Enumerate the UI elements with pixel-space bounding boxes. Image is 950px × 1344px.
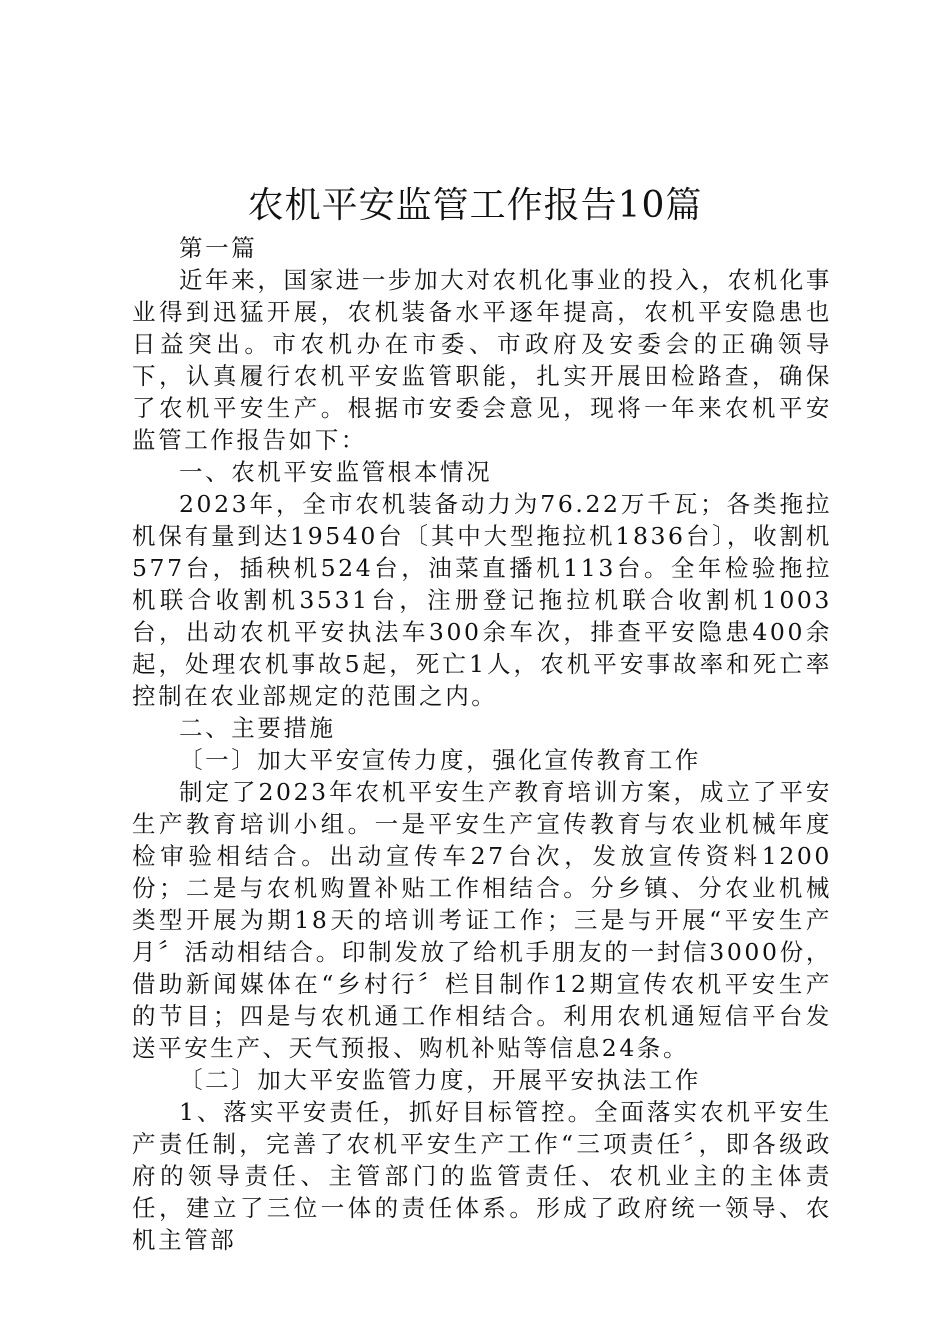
intro-paragraph: 近年来，国家进一步加大对农机化事业的投入，农机化事业得到迅猛开展，农机装备水平逐年提高，农机平安隐患也日益突出。市农机办在市委、市政府及安委会的正确领导下，认真履行农机平安监管职能，扎实开展田检路查，确保了农机平安生产。根据市安委会意见，现将一年来农机平安监管工作报告如下：	[132, 266, 832, 454]
responsibility-paragraph: 1、落实平安责任，抓好目标管控。全面落实农机平安生产责任制，完善了农机平安生产工作“三项责任〞，即各级政府的领导责任、主管部门的监管责任、农机业主的主体责任，建立了三位一体的责任体系。形成了政府统一领导、农机主管部	[132, 1098, 832, 1254]
subheading-publicity: 〔一〕加大平安宣传力度，强化宣传教育工作	[179, 746, 701, 774]
section-heading-main-measures: 二、主要措施	[179, 714, 336, 742]
document-body	[132, 232, 832, 1256]
statistics-paragraph: 2023年，全市农机装备动力为76.22万千瓦；各类拖拉机保有量到达19540台〔其中大型拖拉机1836台〕，收割机577台，插秧机524台，油菜直播机113台。全年检验拖拉机联合收割机3531台，注册登记拖拉机联合收割机1003台，出动农机平安执法车300余车次，排查平安隐患400余起，处理农机事故5起，死亡1人，农机平安事故率和死亡率控制在农业部规定的范围之内。	[132, 490, 832, 710]
publicity-paragraph: 制定了2023年农机平安生产教育培训方案，成立了平安生产教育培训小组。一是平安生产宣传教育与农业机械年度检审验相结合。出动宣传车27台次，发放宣传资料1200份；二是与农机购置补贴工作相结合。分乡镇、分农业机械类型开展为期18天的培训考证工作；三是与开展“平安生产月〞活动相结合。印制发放了给机手朋友的一封信3000份，借助新闻媒体在“乡村行〞栏目制作12期宣传农机平安生产的节目；四是与农机通工作相结合。利用农机通短信平台发送平安生产、天气预报、购机补贴等信息24条。	[132, 778, 832, 1062]
section-heading-part-one: 第一篇	[179, 234, 258, 262]
document-title: 农机平安监管工作报告10篇	[247, 185, 703, 226]
section-heading-basic-situation: 一、农机平安监管根本情况	[179, 458, 493, 486]
subheading-supervision: 〔二〕加大平安监管力度，开展平安执法工作	[179, 1066, 701, 1094]
